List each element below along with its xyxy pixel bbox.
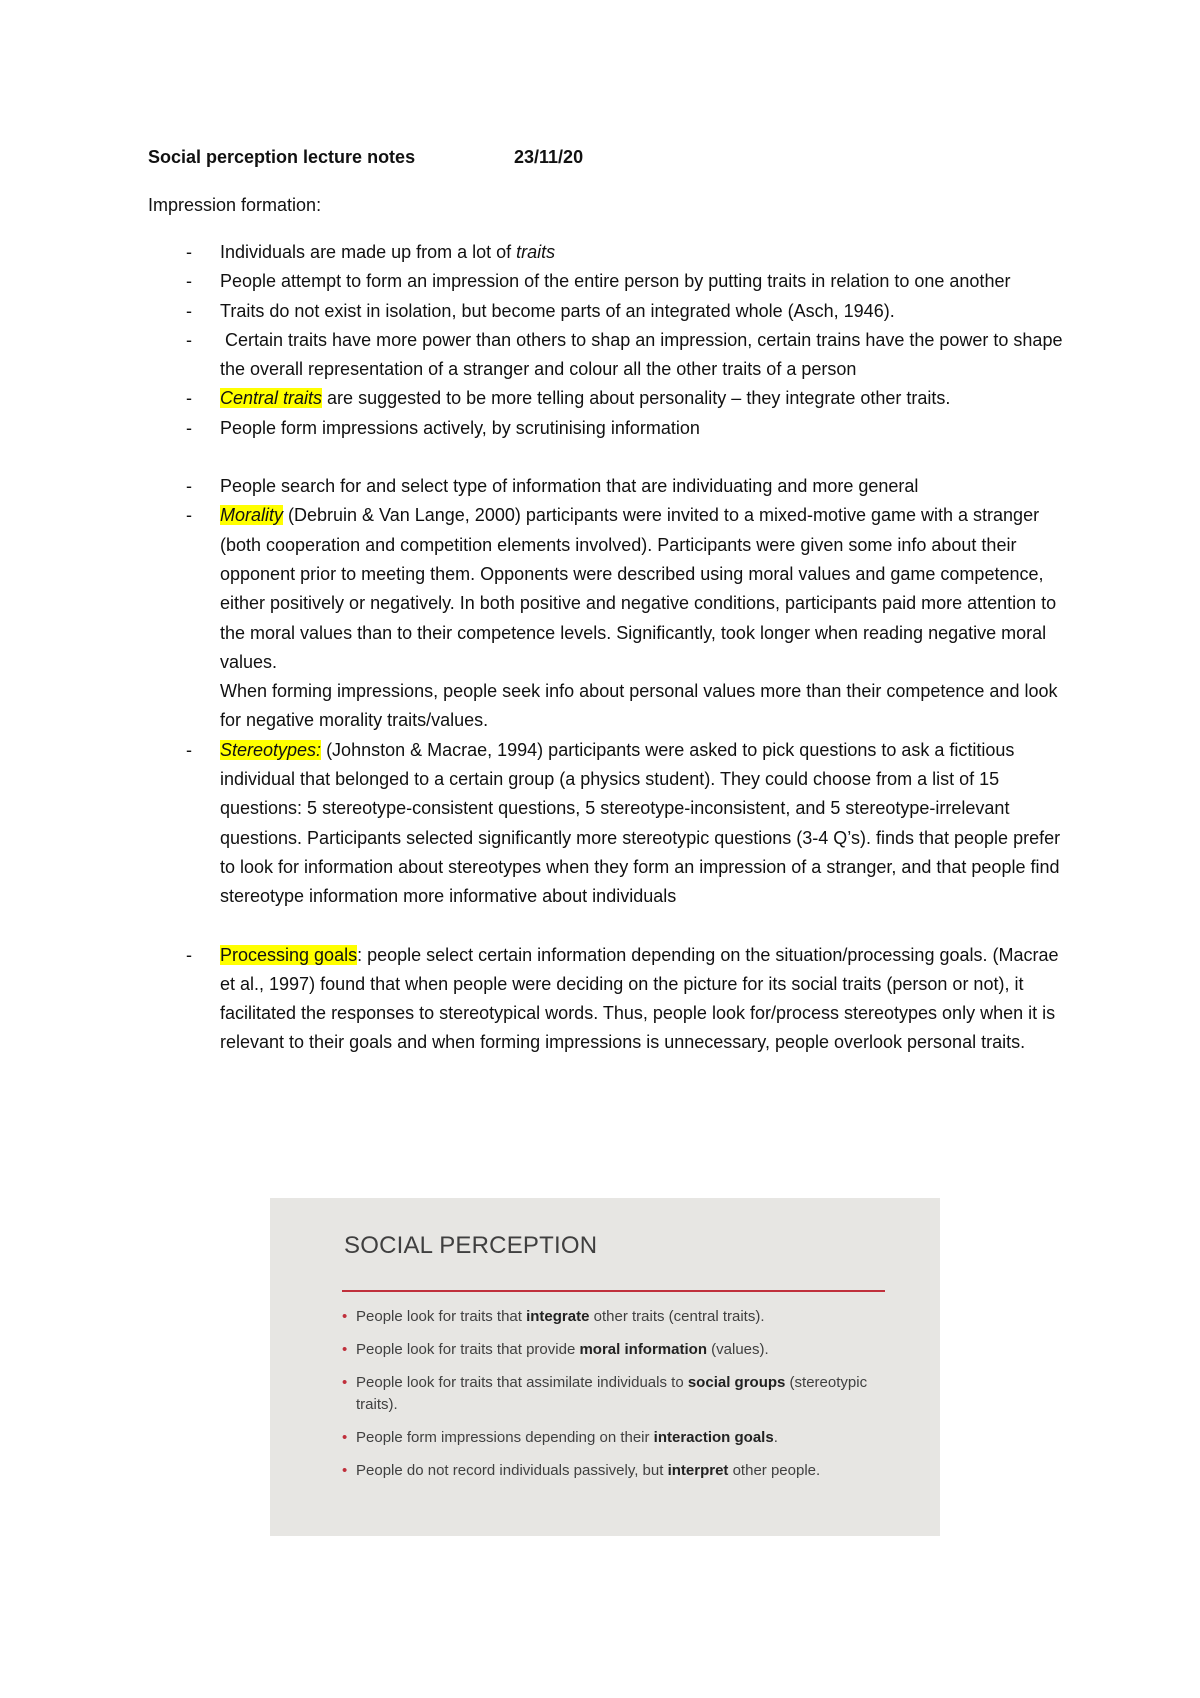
slide-bullet: • People form impressions depending on their interaction goals.	[342, 1427, 902, 1449]
highlight-central-traits: Central traits	[220, 388, 323, 409]
slide-bullet: • People look for traits that integrate other traits (central traits).	[342, 1306, 902, 1328]
slide-image	[270, 1198, 940, 1536]
slide-title: SOCIAL PERCEPTION	[344, 1232, 598, 1259]
list-item: - People search for and select type of information that are individuating and more general	[148, 472, 1068, 501]
list-item: - Morality (Debruin & Van Lange, 2000) participants were invited to a mixed-motive game with a stranger (both cooperation and competition elements involved). Participants were given some info about their opponent prior to meeting them. Opponents were described using moral values and game competence, either positively or negatively. In both positive and negative conditions, participants paid more attention to the moral values than to their competence levels. Significantly, took longer when reading negative moral values. When forming impressions, people seek info about personal values more than their competence and look for negative morality traits/values.	[148, 501, 1068, 735]
highlight-stereotypes: Stereotypes:	[220, 739, 322, 760]
list-item: - Central traits are suggested to be more telling about personality – they integrate other traits.	[148, 384, 1068, 413]
list-item: - Traits do not exist in isolation, but become parts of an integrated whole (Asch, 1946).	[148, 297, 1068, 326]
highlight-processing-goals: Processing goals	[220, 944, 358, 965]
notes-list	[148, 238, 1068, 1058]
list-item: - Processing goals: people select certain information depending on the situation/processing goals. (Macrae et al., 1997) found that when people were deciding on the picture for its social traits (person or not), it facilitated the responses to stereotypical words. Thus, people look for/process stereotypes only when it is relevant to their goals and when forming impressions is unnecessary, people overlook personal traits.	[148, 941, 1068, 1058]
slide-bullet: • People look for traits that provide moral information (values).	[342, 1339, 902, 1361]
list-item: - Stereotypes: (Johnston & Macrae, 1994) participants were asked to pick questions to ask a fictitious individual that belonged to a certain group (a physics student). They could choose from a list of 15 questions: 5 stereotype-consistent questions, 5 stereotype-inconsistent, and 5 stereotype-irrelevant questions. Participants selected significantly more stereotypic questions (3-4 Q’s). finds that people prefer to look for information about stereotypes when they form an impression of a stranger, and that people find stereotype information more informative about individuals	[148, 736, 1068, 912]
highlight-morality: Morality	[220, 505, 284, 526]
document-title: Social perception lecture notes	[148, 147, 416, 167]
slide-divider	[342, 1290, 885, 1292]
document-header	[148, 147, 584, 168]
slide-bullet-list	[342, 1306, 902, 1493]
slide-bullet: • People look for traits that assimilate individuals to social groups (stereotypic traits).	[342, 1372, 902, 1416]
slide-bullet: • People do not record individuals passively, but interpret other people.	[342, 1460, 902, 1482]
list-item: - People attempt to form an impression of the entire person by putting traits in relation to one another	[148, 267, 1068, 296]
list-item: - Individuals are made up from a lot of traits	[148, 238, 1068, 267]
document-date: 23/11/20	[514, 147, 584, 167]
list-item: - People form impressions actively, by scrutinising information	[148, 414, 1068, 443]
section-heading: Impression formation:	[148, 195, 322, 215]
term-traits: traits	[516, 242, 556, 262]
list-item: - Certain traits have more power than others to shap an impression, certain trains have the power to shape the overall representation of a stranger and colour all the other traits of a person	[148, 326, 1068, 385]
